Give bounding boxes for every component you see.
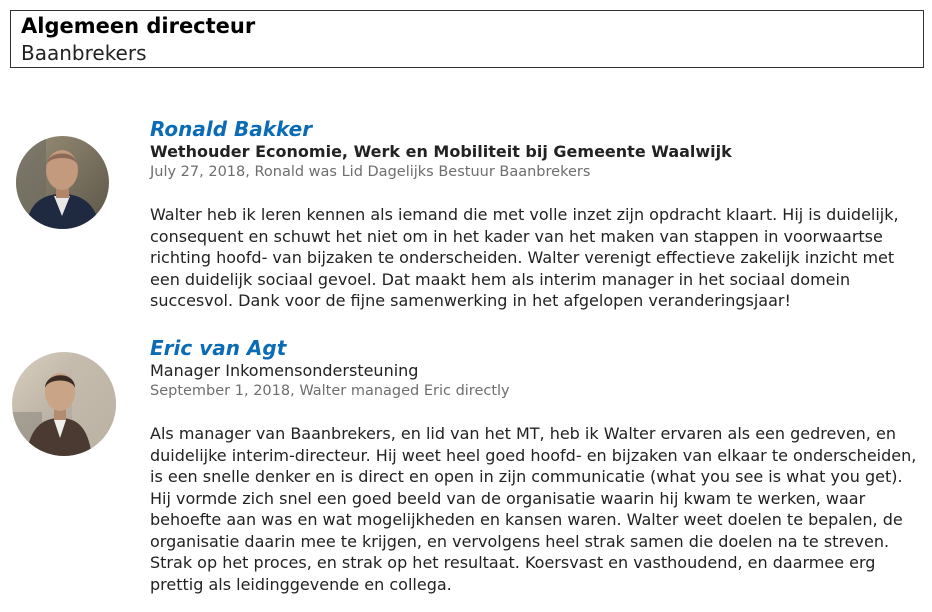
avatar-ronald-bakker[interactable]	[16, 136, 109, 229]
recommendation-ronald-bakker	[150, 116, 920, 312]
page-title: Algemeen directeur	[21, 14, 256, 38]
recommender-role: Wethouder Economie, Werk en Mobiliteit bij Gemeente Waalwijk	[150, 142, 732, 161]
recommendation-text: Walter heb ik leren kennen als iemand die met volle inzet zijn opdracht klaart. Hij is duidelijk, consequent en schuwt het niet om in het kader van het maken van stappen in voorwaartse richting hoofd- van bijzaken te onderscheiden. Walter verenigt effectieve zakelijk inzicht met een duidelijk sociaal gevoel. Dat maakt hem als interim manager in het sociaal domein succesvol. Dank voor de fijne samenwerking in het afgelopen veranderingsjaar!	[150, 205, 899, 310]
person-photo-icon	[16, 136, 109, 229]
header-box	[10, 10, 924, 68]
person-photo-icon	[12, 352, 116, 456]
recommender-name[interactable]: Eric van Agt	[150, 336, 287, 360]
recommender-name[interactable]: Ronald Bakker	[150, 117, 313, 141]
recommendation-meta: July 27, 2018, Ronald was Lid Dagelijks Bestuur Baanbrekers	[150, 164, 591, 180]
recommendation-eric-van-agt	[150, 335, 920, 595]
recommendation-meta: September 1, 2018, Walter managed Eric directly	[150, 383, 510, 399]
recommendation-text: Als manager van Baanbrekers, en lid van het MT, heb ik Walter ervaren als een gedreven, en duidelijke interim-directeur. Hij weet heel goed hoofd- en bijzaken van elkaar te onderscheiden, is een snelle denker en is direct en open in zijn communicatie (what you see is what you get). Hij vormde zich snel een goed beeld van de organisatie waarin hij kwam te werken, waar behoefte aan was en wat mogelijkheden en kansen waren. Walter weet doelen te bepalen, de organisatie daarin mee te krijgen, en vervolgens heel strak samen die doelen na te streven. Strak op het proces, en strak op het resultaat. Koersvast en vasthoudend, en daarmee erg prettig als leidinggevende en collega.	[150, 424, 917, 594]
avatar-eric-van-agt[interactable]	[12, 352, 116, 456]
recommender-role: Manager Inkomensondersteuning	[150, 361, 419, 380]
page-subtitle: Baanbrekers	[21, 41, 147, 65]
